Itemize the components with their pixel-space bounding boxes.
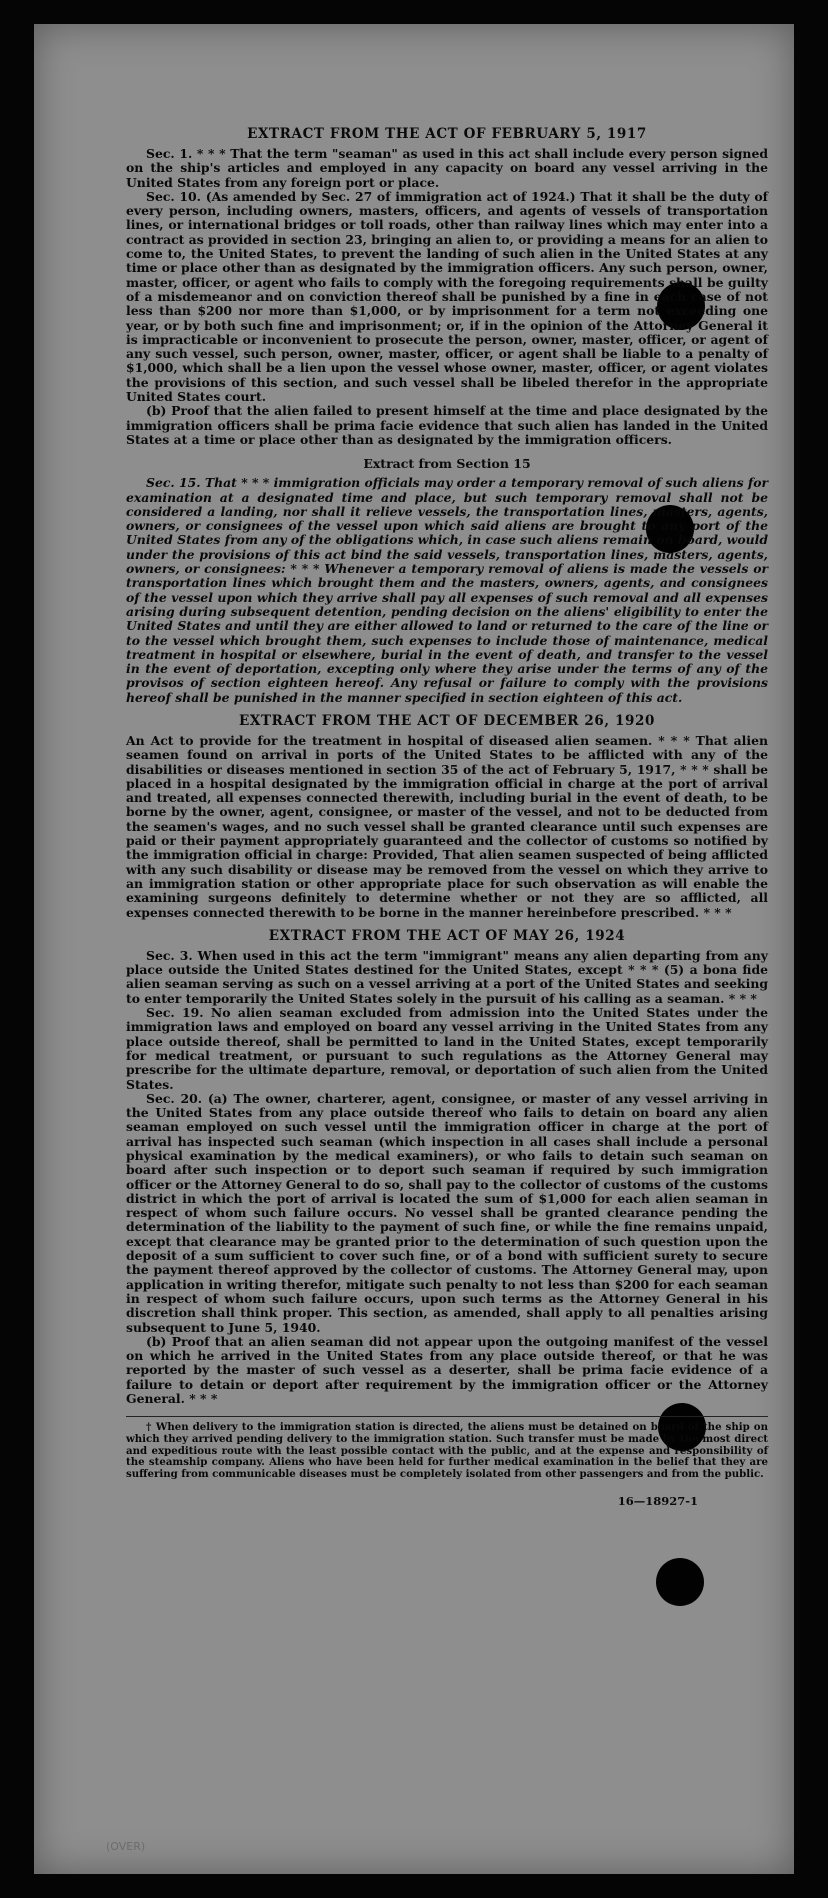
paragraph-sec-1: Sec. 1. * * * That the term "seaman" as used in this act shall include every person signed on the ship's articles and employed in any capacity on board any vessel arriving in the United States from any foreign port or place. xyxy=(126,146,768,190)
heading-act-1920: EXTRACT FROM THE ACT OF DECEMBER 26, 1920 xyxy=(239,712,655,729)
heading-act-1917: EXTRACT FROM THE ACT OF FEBRUARY 5, 1917 xyxy=(247,126,647,142)
paragraph-sec-20-b: (b) Proof that an alien seaman did not appear upon the outgoing manifest of the vessel on which he arrived in the United States from any place outside thereof, or that he was reported by the master of such vessel as a deserter, shall be prima facie evidence of a failure to detain or deport after requirement by the immigration officer or the Attorney General. * * * xyxy=(126,1333,768,1407)
paragraph-sec-10: Sec. 10. (As amended by Sec. 27 of immigration act of 1924.) That it shall be the duty of every person, including owners, masters, officers, and agents of vessels of transportation lines, or international bridges or toll roads, other than railway lines which may enter into a contract as provided in section 23, bringing an alien to, or providing a means for an alien to come to, the United States, to prevent the landing of such alien in the United States at any time or place other than as designated by the immigration officers. Any such person, owner, master, officer, or agent who fails to comply with the foregoing requirements shall be guilty of a misdemeanor and on conviction thereof shall be punished by a fine in each case of not less than $200 nor more than $1,000, or by imprisonment for a term not exceeding one year, or by both such fine and imprisonment; or, if in the opinion of the Attorney General it is impracticable or inconvenient to prosecute the person, owner, master, officer, or agent of any such vessel, such person, owner, master, officer, or agent shall be liable to a penalty of $1,000, which shall be a lien upon the vessel whose owner, master, officer, or agent violates the provisions of this section, and such vessel shall be libeled therefor in the appropriate United States court. xyxy=(126,188,768,405)
paragraph-sec-20-a: Sec. 20. (a) The owner, charterer, agent, consignee, or master of any vessel arriving in the United States from any place outside thereof who fails to detain on board any alien seaman employed on such vessel until the immigration officer in charge at the port of arrival has inspected such seaman (which inspection in all cases shall include a personal physical examination by the medical examiners), or who fails to detain such seaman on board after such inspection or to deport such seaman if required by such immigration officer or the Attorney General to do so, shall pay to the collector of customs of the customs district in which the port of arrival is located the sum of $1,000 for each alien seaman in respect of whom such failure occurs. No vessel shall be granted clearance pending the determination of the liability to the payment of such fine, or while the fine remains unpaid, except that clearance may be granted prior to the determination of such question upon the deposit of a sum sufficient to cover such fine, or of a bond with sufficient surety to secure the payment thereof approved by the collector of customs. The Attorney General may, upon application in writing therefor, mitigate such penalty to not less than $200 for each seaman in respect of whom such failure occurs, upon such terms as the Attorney General in his discretion shall think proper. This section, as amended, shall apply to all penalties arising subsequent to June 5, 1940. xyxy=(126,1090,768,1335)
footnote-block xyxy=(126,1416,768,1480)
form-number: 16—18927-1 xyxy=(617,1494,698,1509)
document-page xyxy=(34,24,794,1874)
paragraph-sec-15: Sec. 15. That * * * immigration officials may order a temporary removal of such aliens for examination at a designated time and place, but such temporary removal shall not be considered a landing, nor shall it relieve vessels, the transportation lines, masters, agents, owners, or consignees of the vessel upon which said aliens are brought to any port of the United States from any of the obligations which, in case such aliens remain on board, would under the provisions of this act bind the said vessels, transportation lines, masters, agents, owners, or consignees: * * * Whenever a temporary removal of aliens is made the vessels or transportation lines which brought them and the masters, owners, agents, and consignees of the vessel upon which they arrive shall pay all expenses of such removal and all expenses arising during subsequent detention, pending decision on the aliens' eligibility to enter the United States and until they are either allowed to land or returned to the care of the line or to the vessel which brought them, such expenses to include those of maintenance, medical treatment in hospital or elsewhere, burial in the event of death, and transfer to the vessel in the event of deportation, excepting only where they arise under the terms of any of the provisos of section eighteen hereof. Any refusal or failure to comply with the provisions hereof shall be punished in the manner specified in section eighteen of this act. xyxy=(126,475,768,705)
heading-act-1924: EXTRACT FROM THE ACT OF MAY 26, 1924 xyxy=(268,927,626,944)
subheading-section-15: Extract from Section 15 xyxy=(363,456,531,472)
punch-hole-4 xyxy=(656,1558,704,1606)
paragraph-sec-10-b: (b) Proof that the alien failed to present himself at the time and place designated by the immigration officers shall be prima facie evidence that such alien has landed in the United States at a time or place other than as designated by the immigration officers. xyxy=(126,403,768,447)
paragraph-sec-19: Sec. 19. No alien seaman excluded from admission into the United States under the immigration laws and employed on board any vessel arriving in the United States from any place outside thereof, shall be permitted to land in the United States, except temporarily for medical treatment, or pursuant to such regulations as the Attorney General may prescribe for the ultimate departure, removal, or deportation of such alien from the United States. xyxy=(126,1005,768,1092)
footnote-text: † When delivery to the immigration station is directed, the aliens must be detained on board of the ship on which they arrived pending delivery to the immigration station. Such transfer must be made by the most direct and expeditious route with the least possible contact with the public, and at the expense and responsibility of the steamship company. Aliens who have been held for further medical examination in the belief that they are suffering from communicable diseases must be completely isolated from other passengers and from the public. xyxy=(126,1421,768,1480)
document-body xyxy=(126,118,768,1508)
paragraph-sec-3: Sec. 3. When used in this act the term "immigrant" means any alien departing from any place outside the United States destined for the United States, except * * * (5) a bona fide alien seaman serving as such on a vessel arriving at a port of the United States and seeking to enter temporarily the United States solely in the pursuit of his calling as a seaman. * * * xyxy=(126,947,768,1006)
bleed-through-text: (OVER) xyxy=(106,1840,146,1853)
paragraph-act-1920: An Act to provide for the treatment in hospital of diseased alien seamen. * * * That alien seamen found on arrival in ports of the United States to be afflicted with any of the disabilities or diseases mentioned in section 35 of the act of February 5, 1917, * * * shall be placed in a hospital designated by the immigration official in charge at the port of arrival and treated, all expenses connected therewith, including burial in the event of death, to be borne by the owner, agent, consignee, or master of the vessel, and not to be deducted from the seamen's wages, and no such vessel shall be granted clearance until such expenses are paid or their payment appropriately guaranteed and the collector of customs so notified by the immigration official in charge: Provided, That alien seamen suspected of being afflicted with any such disability or disease may be removed from the vessel on which they arrive to an immigration station or other appropriate place for such observation as will enable the examining surgeons definitely to determine whether or not they are so afflicted, all expenses connected therewith to be borne in the manner hereinbefore prescribed. * * * xyxy=(126,732,768,920)
